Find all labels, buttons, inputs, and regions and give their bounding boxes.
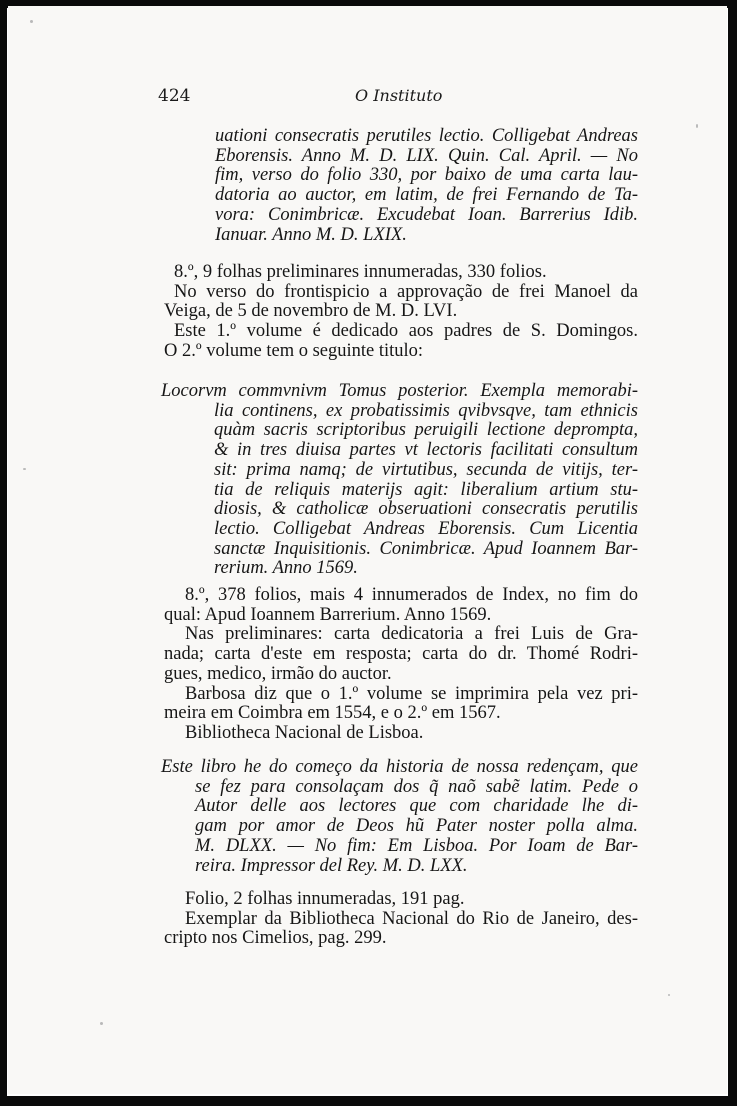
text-line: uationi consecratis perutiles lectio. Colligebat Andreas — [215, 126, 638, 146]
text-line: quàm sacris scriptoribus peruigili lectione deprompta, — [214, 420, 638, 441]
text-line: reira. Impressor del Rey. M. D. LXX. — [195, 855, 468, 876]
text-line: qual: Apud Ioannem Barrerium. Anno 1569. — [164, 604, 492, 625]
text-line: gues, medico, irmão do auctor. — [164, 663, 392, 684]
text-line: Exemplar da Bibliotheca Nacional do Rio de Janeiro, des- — [185, 908, 638, 929]
paper-speck — [30, 20, 33, 23]
text-line: Veiga, de 5 de novembro de M. D. LVI. — [164, 301, 458, 322]
text-line: Eborensis. Anno M. D. LIX. Quin. Cal. April. — No — [215, 145, 638, 166]
text-line: Locorvm commvnivm Tomus posterior. Exempla memorabi- — [161, 381, 638, 401]
title-historia — [161, 758, 638, 876]
text-line: Folio, 2 folhas innumeradas, 191 pag. — [185, 889, 465, 909]
page-header — [8, 86, 727, 110]
text-line: No verso do frontispicio a approvação de frei Manoel da — [174, 281, 638, 302]
paper-speck — [23, 468, 26, 470]
colophon-end — [215, 127, 638, 245]
text-line: gam por amor de Deos hũ Pater noster polla alma. — [195, 816, 638, 837]
text-line: Bibliotheca Nacional de Lisboa. — [185, 722, 424, 743]
description-volume-2 — [164, 586, 638, 744]
text-line: Autor delle aos lectores que com charidade lhe di- — [195, 796, 638, 817]
page-number: 424 — [158, 86, 191, 106]
text-line: fim, verso do folio 330, por baixo de uma carta lau- — [215, 165, 638, 186]
text-line: M. DLXX. — No fim: Em Lisboa. Por Ioam de Bar- — [195, 835, 638, 856]
text-line: tia de reliquis materijs agit: liberalium artium stu- — [214, 479, 638, 500]
paper-speck — [668, 994, 670, 996]
text-line: Este libro he do começo da historia de nossa redençam, que — [161, 757, 638, 777]
text-line: nada; carta d'este em resposta; carta do dr. Thomé Rodri- — [164, 644, 638, 665]
description-folio — [164, 890, 638, 949]
text-line: sanctæ Inquisitionis. Conimbricæ. Apud Ioannem Bar- — [214, 538, 638, 559]
title-volume-2 — [161, 382, 638, 579]
text-line: lectio. Colligebat Andreas Eborensis. Cum Licentia — [214, 518, 638, 539]
text-line: sit: prima namq; de virtutibus, secunda de vitijs, ter- — [214, 459, 638, 480]
text-line: datoria ao auctor, em latim, de frei Fernando de Ta- — [215, 185, 638, 206]
paper-speck — [100, 1022, 103, 1025]
text-line: cripto nos Cimelios, pag. 299. — [164, 928, 387, 949]
text-line: 8.º, 9 folhas preliminares innumeradas, 330 folios. — [174, 262, 547, 282]
text-line: 8.º, 378 folios, mais 4 innumerados de Index, no fim do — [185, 585, 638, 605]
text-line: O 2.º volume tem o seguinte titulo: — [164, 340, 424, 361]
text-line: Ianuar. Anno M. D. LXIX. — [215, 224, 407, 245]
text-line: diosis, & catholicæ obseruationi consecratis perutilis — [214, 499, 638, 520]
running-title: O Instituto — [355, 86, 443, 105]
text-line: se fez para consolaçam dos q̃ naõ sabẽ latim. Pede o — [195, 776, 638, 797]
text-line: Nas preliminares: carta dedicatoria a frei Luis de Gra- — [185, 624, 638, 645]
text-line: Este 1.º volume é dedicado aos padres de S. Domingos. — [174, 321, 638, 342]
text-line: & in tres diuisa partes vt lectoris facilitati consultum — [214, 440, 638, 461]
text-line: lia continens, ex probatissimis qvibvsqve, tam ethnicis — [214, 400, 638, 421]
text-line: vora: Conimbricæ. Excudebat Ioan. Barrerius Idib. — [215, 204, 638, 225]
description-volume-1 — [164, 263, 638, 362]
paper-speck — [696, 124, 698, 128]
text-line: meira em Coimbra em 1554, e o 2.º em 1567. — [164, 703, 501, 724]
text-line: rerium. Anno 1569. — [214, 558, 358, 579]
text-line: Barbosa diz que o 1.º volume se imprimira pela vez pri- — [185, 683, 638, 704]
book-page — [8, 6, 727, 1094]
